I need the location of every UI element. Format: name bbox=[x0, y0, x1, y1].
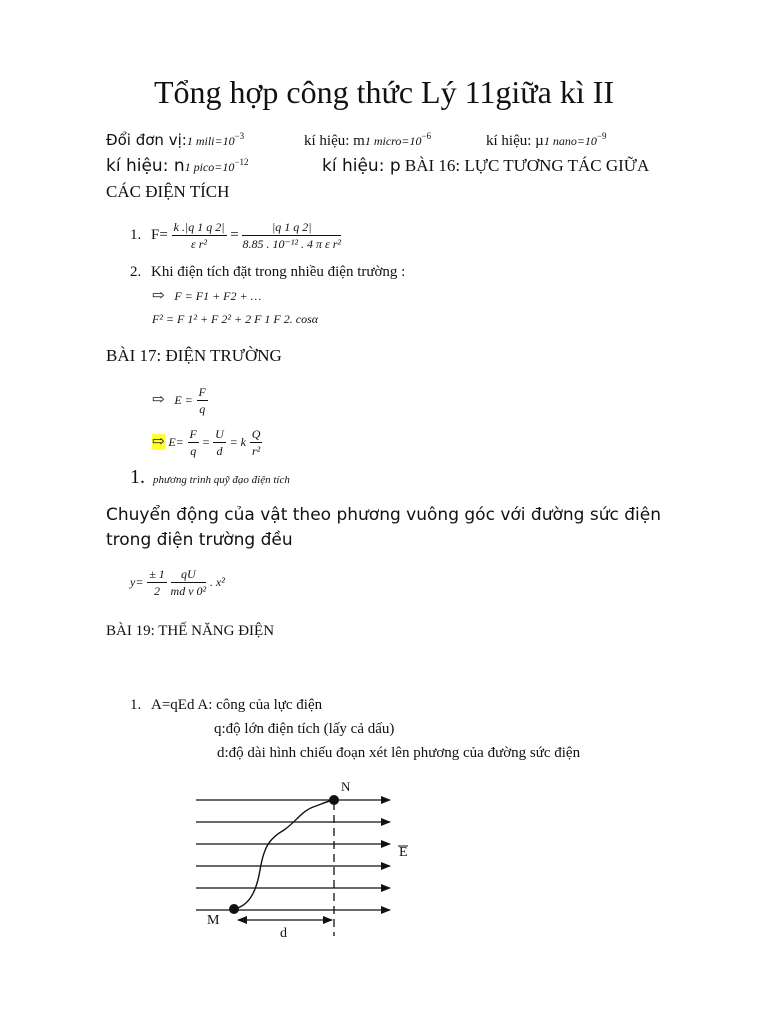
units-label-m: kí hiệu: m bbox=[304, 133, 365, 149]
units-label-mu: kí hiệu: µ bbox=[486, 133, 544, 149]
fraction-numerator: F bbox=[189, 427, 197, 441]
units-exp-nano: −9 bbox=[596, 131, 607, 141]
right-arrow-icon: ⇨ bbox=[152, 288, 165, 304]
fraction-denominator: 8.85 . 10⁻¹² . 4 π ε r² bbox=[242, 237, 342, 251]
fraction-numerator: qU bbox=[171, 566, 207, 583]
fraction-denominator: d bbox=[216, 444, 223, 458]
fraction-numerator: k .|q 1 q 2| bbox=[173, 220, 225, 234]
equals-sign: = bbox=[230, 226, 239, 243]
units-label-n: kí hiệu: n bbox=[106, 156, 185, 176]
b16-heading-part2: CÁC ĐIỆN TÍCH bbox=[106, 182, 230, 201]
label-e: E bbox=[399, 845, 408, 860]
motion-heading-line-1: Chuyển động của vật theo phương vuông góc với đường sức điện bbox=[106, 505, 661, 525]
page-title: Tổng hợp công thức Lý 11giữa kì II bbox=[153, 74, 615, 110]
units-exp-mili: −3 bbox=[234, 131, 245, 141]
e-lhs: E= bbox=[168, 434, 184, 449]
right-arrow-icon: ⇨ bbox=[152, 433, 165, 450]
field-lines bbox=[196, 800, 390, 910]
fraction-denominator: ε r² bbox=[191, 237, 208, 251]
units-formula-nano: 1 nano=10 bbox=[543, 134, 597, 148]
units-formula-mili: 1 mili=10 bbox=[186, 134, 235, 148]
charge-definition: q:độ lớn điện tích (lấy cả dấu) bbox=[214, 721, 395, 737]
list-number: 1. bbox=[130, 466, 145, 488]
y-tail: . x² bbox=[209, 574, 225, 589]
right-arrow-icon: ⇨ bbox=[152, 391, 165, 408]
distance-definition: d:độ dài hình chiếu đoạn xét lên phương của đường sức điện bbox=[217, 745, 581, 761]
label-d: d bbox=[280, 926, 287, 941]
fraction-numerator: U bbox=[215, 427, 224, 441]
fraction-numerator: ± 1 bbox=[149, 567, 165, 581]
vector-sum-formula: F = F1 + F2 + … bbox=[174, 289, 262, 303]
equals-sign: = bbox=[202, 434, 210, 449]
item-text: Khi điện tích đặt trong nhiều điện trường : bbox=[151, 264, 406, 280]
b16-heading-part1: BÀI 16: LỰC TƯƠNG TÁC GIỮA bbox=[404, 156, 650, 175]
e-lhs: E = bbox=[174, 392, 193, 407]
fraction-denominator: q bbox=[190, 444, 197, 458]
point-m bbox=[229, 904, 239, 914]
list-number: 1. bbox=[130, 226, 142, 243]
units-exp-micro: −6 bbox=[421, 131, 432, 141]
units-formula-pico: 1 pico=10 bbox=[184, 160, 235, 174]
fraction-denominator: md v 0² bbox=[170, 584, 207, 598]
fraction-denominator: r² bbox=[251, 444, 261, 458]
label-m: M bbox=[207, 913, 220, 928]
units-formula-micro: 1 micro=10 bbox=[364, 134, 422, 148]
fraction-numerator: |q 1 q 2| bbox=[242, 219, 341, 236]
force-lhs: F= bbox=[151, 226, 168, 243]
item-text: phương trình quỹ đạo điện tích bbox=[153, 474, 290, 486]
b17-heading: BÀI 17: ĐIỆN TRƯỜNG bbox=[106, 346, 282, 365]
charge-path bbox=[234, 800, 334, 909]
units-label-p: kí hiệu: p bbox=[322, 156, 401, 176]
list-number: 2. bbox=[130, 264, 142, 280]
work-formula: A=qEd A: công của lực điện bbox=[151, 697, 323, 713]
force-magnitude-formula: F² = F 1² + F 2² + 2 F 1 F 2. cosα bbox=[152, 312, 319, 326]
fraction-denominator: 2 bbox=[153, 584, 160, 598]
b19-heading: BÀI 19: THẾ NĂNG ĐIỆN bbox=[106, 623, 275, 639]
list-number: 1. bbox=[130, 697, 142, 713]
y-lhs: y= bbox=[130, 574, 144, 589]
fraction-numerator: F bbox=[198, 385, 206, 399]
fraction-denominator: q bbox=[199, 402, 206, 416]
units-label-1: Đổi đơn vị: bbox=[106, 131, 187, 149]
point-n bbox=[329, 795, 339, 805]
fraction-numerator: Q bbox=[251, 427, 261, 441]
label-n: N bbox=[341, 779, 351, 794]
units-exp-pico: −12 bbox=[234, 157, 249, 167]
motion-heading-line-2: trong điện trường đều bbox=[106, 530, 293, 550]
equals-k: = k bbox=[229, 434, 246, 449]
